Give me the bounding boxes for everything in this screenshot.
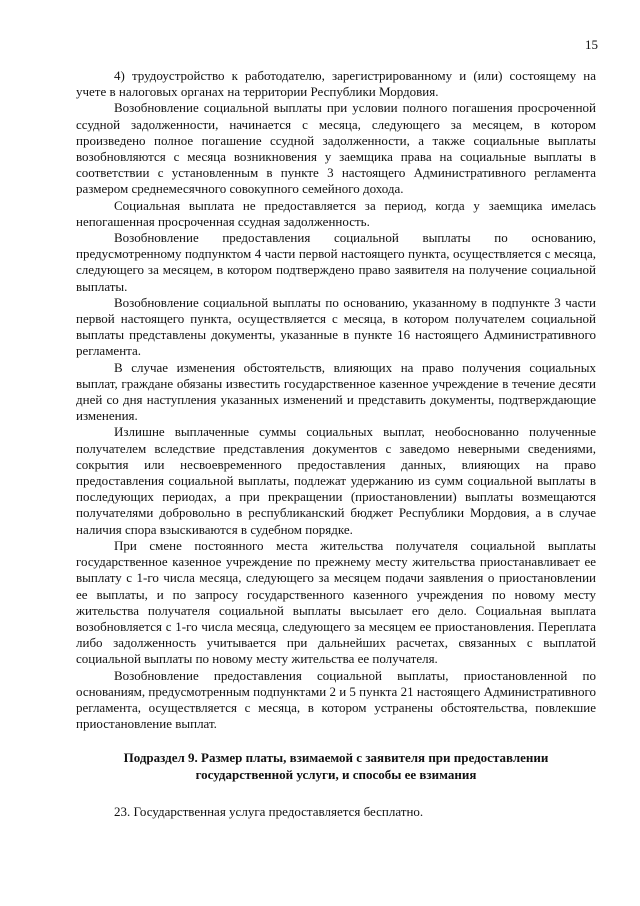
section-heading-line-1: Подраздел 9. Размер платы, взимаемой с заявителя при предоставлении	[123, 750, 549, 765]
paragraph-service-free: 23. Государственная услуга предоставляется бесплатно.	[114, 804, 424, 819]
section-heading	[76, 749, 596, 783]
page-number: 15	[585, 37, 598, 52]
paragraph-resumption-subitems-2-5: Возобновление предоставления социальной выплаты, приостановленной по основаниям, предусмотренным подпунктами 2 и 5 пункта 21 настоящего Административного регламента, осуществляется с месяца, в котором устранены обстоятельства, повлекшие приостановление выплат.	[76, 667, 596, 732]
body-text	[76, 68, 596, 732]
paragraph-overpayment-recovery: Излишне выплаченные суммы социальных выплат, необоснованно полученные получателем вследствие представления документов с заведомо неверными сведениями, сокрытия или несвоевременного предоставления данных, влияющих на право предоставления социальной выплаты, подлежат удержанию из сумм социальной выплаты в последующих периодах, а при прекращении (приостановлении) выплаты возмещаются получателями добровольно в республиканский бюджет Республики Мордовия, а в случае наличия спора взыскиваются в судебном порядке.	[76, 424, 596, 537]
paragraph-no-payment-during-debt: Социальная выплата не предоставляется за период, когда у заемщика имелась непогашенная просроченная ссудная задолженность.	[76, 197, 596, 229]
paragraph-resumption-debt-repaid: Возобновление социальной выплаты при условии полного погашения просроченной ссудной задолженности, начинается с месяца, следующего за месяцем, в котором произведено полное погашение ссудной задолженности, а также социальные выплаты возобновляются с месяца возникновения у заемщика права на социальные выплаты в соответствии с установленным в пункте 3 настоящего Административного регламента размером среднемесячного совокупного семейного дохода.	[76, 100, 596, 197]
paragraph-resumption-subitem-4: Возобновление предоставления социальной выплаты по основанию, предусмотренному подпунктом 4 части первой настоящего пункта, осуществляется с месяца, следующего за месяцем, в котором подтверждено право заявителя на получение социальной выплаты.	[76, 230, 596, 294]
paragraph-employment: 4) трудоустройство к работодателю, зарегистрированному и (или) состоящему на учете в налоговых органах на территории Республики Мордовия.	[76, 68, 596, 100]
final-paragraph-block	[76, 804, 596, 820]
paragraph-change-of-residence: При смене постоянного места жительства получателя социальной выплаты государственное казенное учреждение по прежнему месту жительства приостанавливает ее выплату с 1-го числа месяца, следующего за месяцем подачи заявления о приостановлении ее выплаты, и по запросу государственного казенного учреждения по новому месту жительства получателя социальной выплаты высылает его дело. Социальная выплата возобновляется с 1-го числа месяца, следующего за месяцем ее приостановления. Переплата либо задолженность учитывается при дальнейших расчетах, связанных с выплатой социальной выплаты по новому месту жительства ее получателя.	[76, 537, 596, 667]
paragraph-notification-of-changes: В случае изменения обстоятельств, влияющих на право получения социальных выплат, граждане обязаны известить государственное казенное учреждение в течение десяти дней со дня наступления указанных изменений и представить документы, подтверждающие изменения.	[76, 359, 596, 424]
paragraph-resumption-subitem-3: Возобновление социальной выплаты по основанию, указанному в подпункте 3 части первой настоящего пункта, осуществляется с месяца, в котором получателем социальной выплаты представлены документы, указанные в пункте 16 настоящего Административного регламента.	[76, 294, 596, 359]
section-heading-line-2: государственной услуги, и способы ее взимания	[195, 767, 477, 782]
